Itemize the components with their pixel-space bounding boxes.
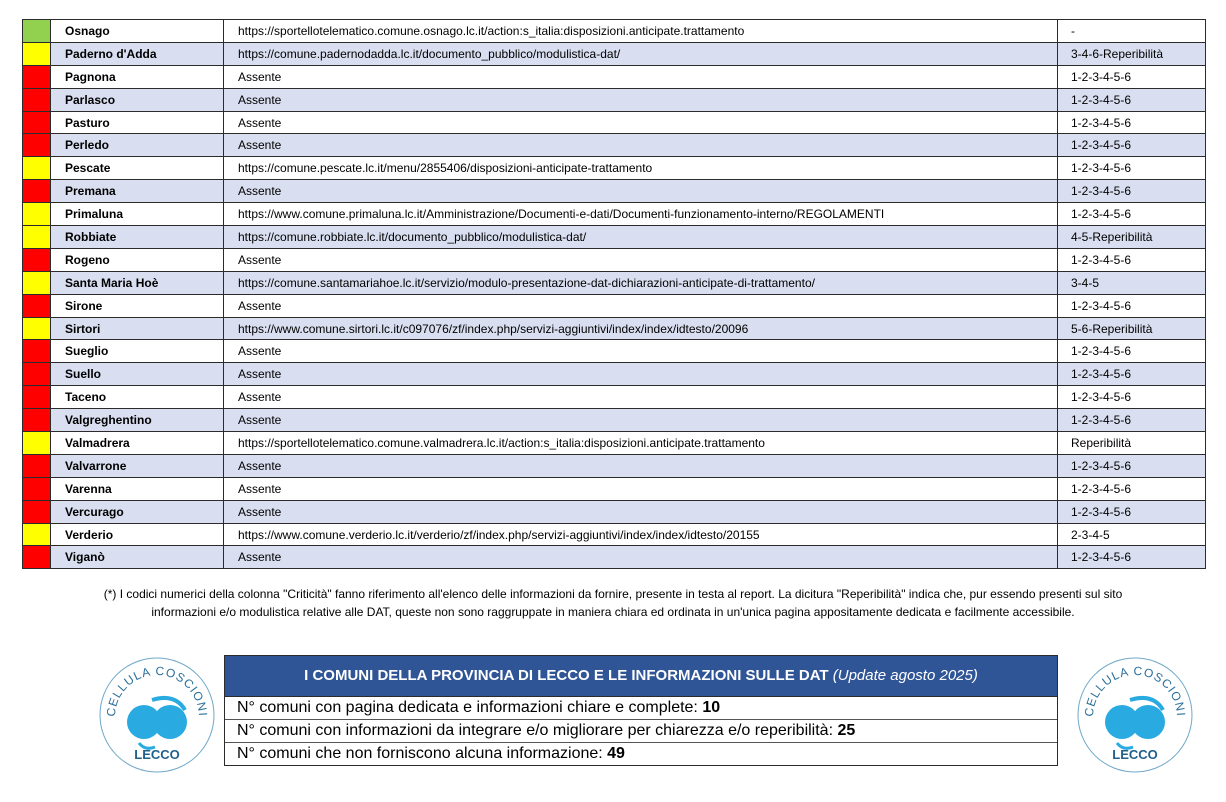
status-indicator-red: [23, 294, 51, 317]
summary-value: 25: [837, 722, 856, 739]
municipality-name: Pescate: [51, 157, 224, 180]
footnote-line-2: informazioni e/o modulistica relative alle DAT, queste non sono raggruppate in maniera chiara ed ordinata in un'unica pagina appositamente dedicata e facilmente accessibile.: [151, 605, 1075, 619]
url-link[interactable]: https://www.comune.primaluna.lc.it/Amministrazione/Documenti-e-dati/Documenti-funzionamento-interno/REGOLAMENTI: [224, 203, 1058, 226]
table-row: [23, 88, 1206, 111]
municipality-name: Robbiate: [51, 226, 224, 249]
summary-value: 10: [702, 699, 721, 716]
url-absent: Assente: [224, 294, 1058, 317]
summary-subtitle: (Update agosto 2025): [832, 667, 978, 684]
municipality-name: Verderio: [51, 523, 224, 546]
criticality-codes: 4-5-Reperibilità: [1058, 226, 1206, 249]
logo-bottom-text: LECCO: [134, 747, 180, 762]
url-absent: Assente: [224, 111, 1058, 134]
url-link[interactable]: https://comune.padernodadda.lc.it/documento_pubblico/modulistica-dat/: [224, 42, 1058, 65]
municipality-name: Varenna: [51, 477, 224, 500]
status-indicator-red: [23, 454, 51, 477]
status-indicator-red: [23, 363, 51, 386]
summary-line: [225, 697, 1057, 720]
footnote: [20, 585, 1206, 621]
table-row: [23, 294, 1206, 317]
status-indicator-red: [23, 477, 51, 500]
municipality-name: Valmadrera: [51, 432, 224, 455]
criticality-codes: 1-2-3-4-5-6: [1058, 134, 1206, 157]
status-indicator-red: [23, 88, 51, 111]
table-row: [23, 111, 1206, 134]
url-absent: Assente: [224, 180, 1058, 203]
criticality-codes: 1-2-3-4-5-6: [1058, 409, 1206, 432]
status-indicator-yellow: [23, 432, 51, 455]
cellula-coscioni-logo-left: [97, 655, 217, 775]
status-indicator-red: [23, 134, 51, 157]
municipality-name: Sueglio: [51, 340, 224, 363]
summary-title: I COMUNI DELLA PROVINCIA DI LECCO E LE INFORMAZIONI SULLE DAT: [304, 667, 829, 684]
summary-box: [224, 655, 1058, 766]
table-row: [23, 157, 1206, 180]
criticality-codes: 1-2-3-4-5-6: [1058, 111, 1206, 134]
table-row: [23, 386, 1206, 409]
criticality-codes: 1-2-3-4-5-6: [1058, 88, 1206, 111]
url-link[interactable]: https://sportellotelematico.comune.osnago.lc.it/action:s_italia:disposizioni.anticipate.trattamento: [224, 20, 1058, 43]
status-indicator-red: [23, 111, 51, 134]
table-row: [23, 317, 1206, 340]
criticality-codes: Reperibilità: [1058, 432, 1206, 455]
municipality-name: Taceno: [51, 386, 224, 409]
url-absent: Assente: [224, 500, 1058, 523]
municipality-name: Premana: [51, 180, 224, 203]
table-row: [23, 271, 1206, 294]
municipality-name: Rogeno: [51, 248, 224, 271]
status-indicator-yellow: [23, 523, 51, 546]
table-row: [23, 454, 1206, 477]
criticality-codes: 1-2-3-4-5-6: [1058, 157, 1206, 180]
municipality-name: Osnago: [51, 20, 224, 43]
summary-label: N° comuni con pagina dedicata e informazioni chiare e complete:: [237, 699, 703, 716]
summary-label: N° comuni che non forniscono alcuna informazione:: [237, 745, 608, 762]
url-link[interactable]: https://comune.pescate.lc.it/menu/2855406/disposizioni-anticipate-trattamento: [224, 157, 1058, 180]
municipality-name: Santa Maria Hoè: [51, 271, 224, 294]
url-link[interactable]: https://www.comune.sirtori.lc.it/c097076/zf/index.php/servizi-aggiuntivi/index/index/idtesto/20096: [224, 317, 1058, 340]
criticality-codes: 3-4-6-Reperibilità: [1058, 42, 1206, 65]
municipality-name: Suello: [51, 363, 224, 386]
criticality-codes: 1-2-3-4-5-6: [1058, 248, 1206, 271]
municipality-name: Sirtori: [51, 317, 224, 340]
municipalities-table: [22, 19, 1206, 569]
url-link[interactable]: https://www.comune.verderio.lc.it/verderio/zf/index.php/servizi-aggiuntivi/index/index/idtesto/20155: [224, 523, 1058, 546]
criticality-codes: 3-4-5: [1058, 271, 1206, 294]
criticality-codes: 1-2-3-4-5-6: [1058, 294, 1206, 317]
table-row: [23, 340, 1206, 363]
url-absent: Assente: [224, 454, 1058, 477]
url-absent: Assente: [224, 546, 1058, 569]
status-indicator-red: [23, 386, 51, 409]
criticality-codes: 1-2-3-4-5-6: [1058, 500, 1206, 523]
status-indicator-yellow: [23, 271, 51, 294]
criticality-codes: 1-2-3-4-5-6: [1058, 546, 1206, 569]
municipality-name: Pagnona: [51, 65, 224, 88]
municipality-name: Perledo: [51, 134, 224, 157]
status-indicator-yellow: [23, 317, 51, 340]
url-absent: Assente: [224, 340, 1058, 363]
summary-label: N° comuni con informazioni da integrare e/o migliorare per chiarezza e/o reperibilità:: [237, 722, 838, 739]
status-indicator-red: [23, 546, 51, 569]
status-indicator-yellow: [23, 203, 51, 226]
criticality-codes: 1-2-3-4-5-6: [1058, 203, 1206, 226]
criticality-codes: -: [1058, 20, 1206, 43]
table-row: [23, 180, 1206, 203]
url-link[interactable]: https://comune.robbiate.lc.it/documento_pubblico/modulistica-dat/: [224, 226, 1058, 249]
criticality-codes: 1-2-3-4-5-6: [1058, 340, 1206, 363]
municipality-name: Pasturo: [51, 111, 224, 134]
summary-line: [225, 743, 1057, 765]
criticality-codes: 1-2-3-4-5-6: [1058, 386, 1206, 409]
status-indicator-yellow: [23, 42, 51, 65]
status-indicator-red: [23, 409, 51, 432]
status-indicator-yellow: [23, 226, 51, 249]
url-absent: Assente: [224, 409, 1058, 432]
logo-bottom-text: LECCO: [1112, 747, 1158, 762]
status-indicator-red: [23, 340, 51, 363]
table-row: [23, 226, 1206, 249]
status-indicator-red: [23, 248, 51, 271]
table-row: [23, 134, 1206, 157]
url-absent: Assente: [224, 386, 1058, 409]
municipality-name: Viganò: [51, 546, 224, 569]
municipality-name: Valgreghentino: [51, 409, 224, 432]
cellula-coscioni-logo-right: [1075, 655, 1195, 775]
criticality-codes: 1-2-3-4-5-6: [1058, 180, 1206, 203]
municipality-name: Valvarrone: [51, 454, 224, 477]
municipality-name: Paderno d'Adda: [51, 42, 224, 65]
criticality-codes: 1-2-3-4-5-6: [1058, 65, 1206, 88]
table-row: [23, 42, 1206, 65]
table-row: [23, 477, 1206, 500]
table-row: [23, 523, 1206, 546]
summary-line: [225, 720, 1057, 743]
table-row: [23, 432, 1206, 455]
status-indicator-red: [23, 500, 51, 523]
criticality-codes: 1-2-3-4-5-6: [1058, 363, 1206, 386]
url-link[interactable]: https://sportellotelematico.comune.valmadrera.lc.it/action:s_italia:disposizioni.anticipate.trattamento: [224, 432, 1058, 455]
municipality-name: Vercurago: [51, 500, 224, 523]
table-row: [23, 409, 1206, 432]
criticality-codes: 1-2-3-4-5-6: [1058, 454, 1206, 477]
url-absent: Assente: [224, 477, 1058, 500]
url-link[interactable]: https://comune.santamariahoe.lc.it/servizio/modulo-presentazione-dat-dichiarazioni-anticipate-di-trattamento/: [224, 271, 1058, 294]
criticality-codes: 5-6-Reperibilità: [1058, 317, 1206, 340]
status-indicator-green: [23, 20, 51, 43]
status-indicator-yellow: [23, 157, 51, 180]
url-absent: Assente: [224, 363, 1058, 386]
table-row: [23, 20, 1206, 43]
table-row: [23, 500, 1206, 523]
url-absent: Assente: [224, 134, 1058, 157]
status-indicator-red: [23, 65, 51, 88]
url-absent: Assente: [224, 248, 1058, 271]
logo-top-text: CELLULA COSCIONI: [1081, 663, 1189, 718]
url-absent: Assente: [224, 88, 1058, 111]
municipality-name: Parlasco: [51, 88, 224, 111]
municipality-name: Primaluna: [51, 203, 224, 226]
logo-top-text: CELLULA COSCIONI: [103, 663, 211, 718]
table-row: [23, 203, 1206, 226]
criticality-codes: 2-3-4-5: [1058, 523, 1206, 546]
table-row: [23, 546, 1206, 569]
table-row: [23, 363, 1206, 386]
summary-value: 49: [607, 745, 625, 762]
criticality-codes: 1-2-3-4-5-6: [1058, 477, 1206, 500]
municipality-name: Sirone: [51, 294, 224, 317]
table-row: [23, 65, 1206, 88]
summary-header: [225, 656, 1057, 697]
footnote-line-1: (*) I codici numerici della colonna "Criticità" fanno riferimento all'elenco delle informazioni da fornire, presente in testa al report. La dicitura "Reperibilità" indica che, pur essendo presenti sul sito: [103, 587, 1123, 601]
table-row: [23, 248, 1206, 271]
status-indicator-red: [23, 180, 51, 203]
url-absent: Assente: [224, 65, 1058, 88]
